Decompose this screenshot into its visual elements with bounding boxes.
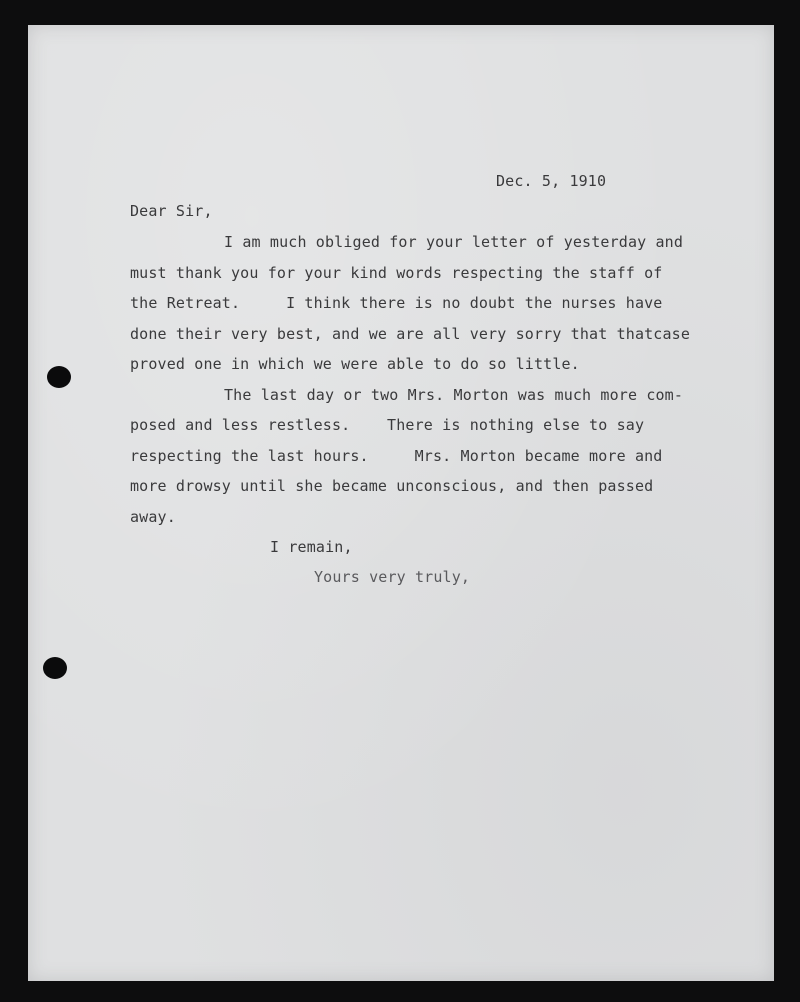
letter-date: Dec. 5, 1910 <box>496 172 607 190</box>
body-line: respecting the last hours. Mrs. Morton became more and <box>130 447 663 465</box>
letter-page <box>28 25 774 981</box>
body-line: posed and less restless. There is nothing else to say <box>130 416 645 434</box>
body-line: must thank you for your kind words respecting the staff of <box>130 264 663 282</box>
body-line: more drowsy until she became unconscious, and then passed <box>130 477 654 495</box>
punch-hole-bottom <box>43 657 67 679</box>
body-line: I am much obliged for your letter of yesterday and <box>224 233 684 251</box>
punch-hole-top <box>47 366 71 388</box>
body-line: away. <box>130 508 176 526</box>
body-line: proved one in which we were able to do so little. <box>130 355 580 373</box>
letter-signoff: Yours very truly, <box>314 568 471 586</box>
letter-salutation: Dear Sir, <box>130 202 213 220</box>
letter-closing: I remain, <box>270 538 353 556</box>
body-line: the Retreat. I think there is no doubt the nurses have <box>130 294 663 312</box>
body-line: done their very best, and we are all very sorry that thatcase <box>130 325 691 343</box>
body-line: The last day or two Mrs. Morton was much more com- <box>224 386 684 404</box>
